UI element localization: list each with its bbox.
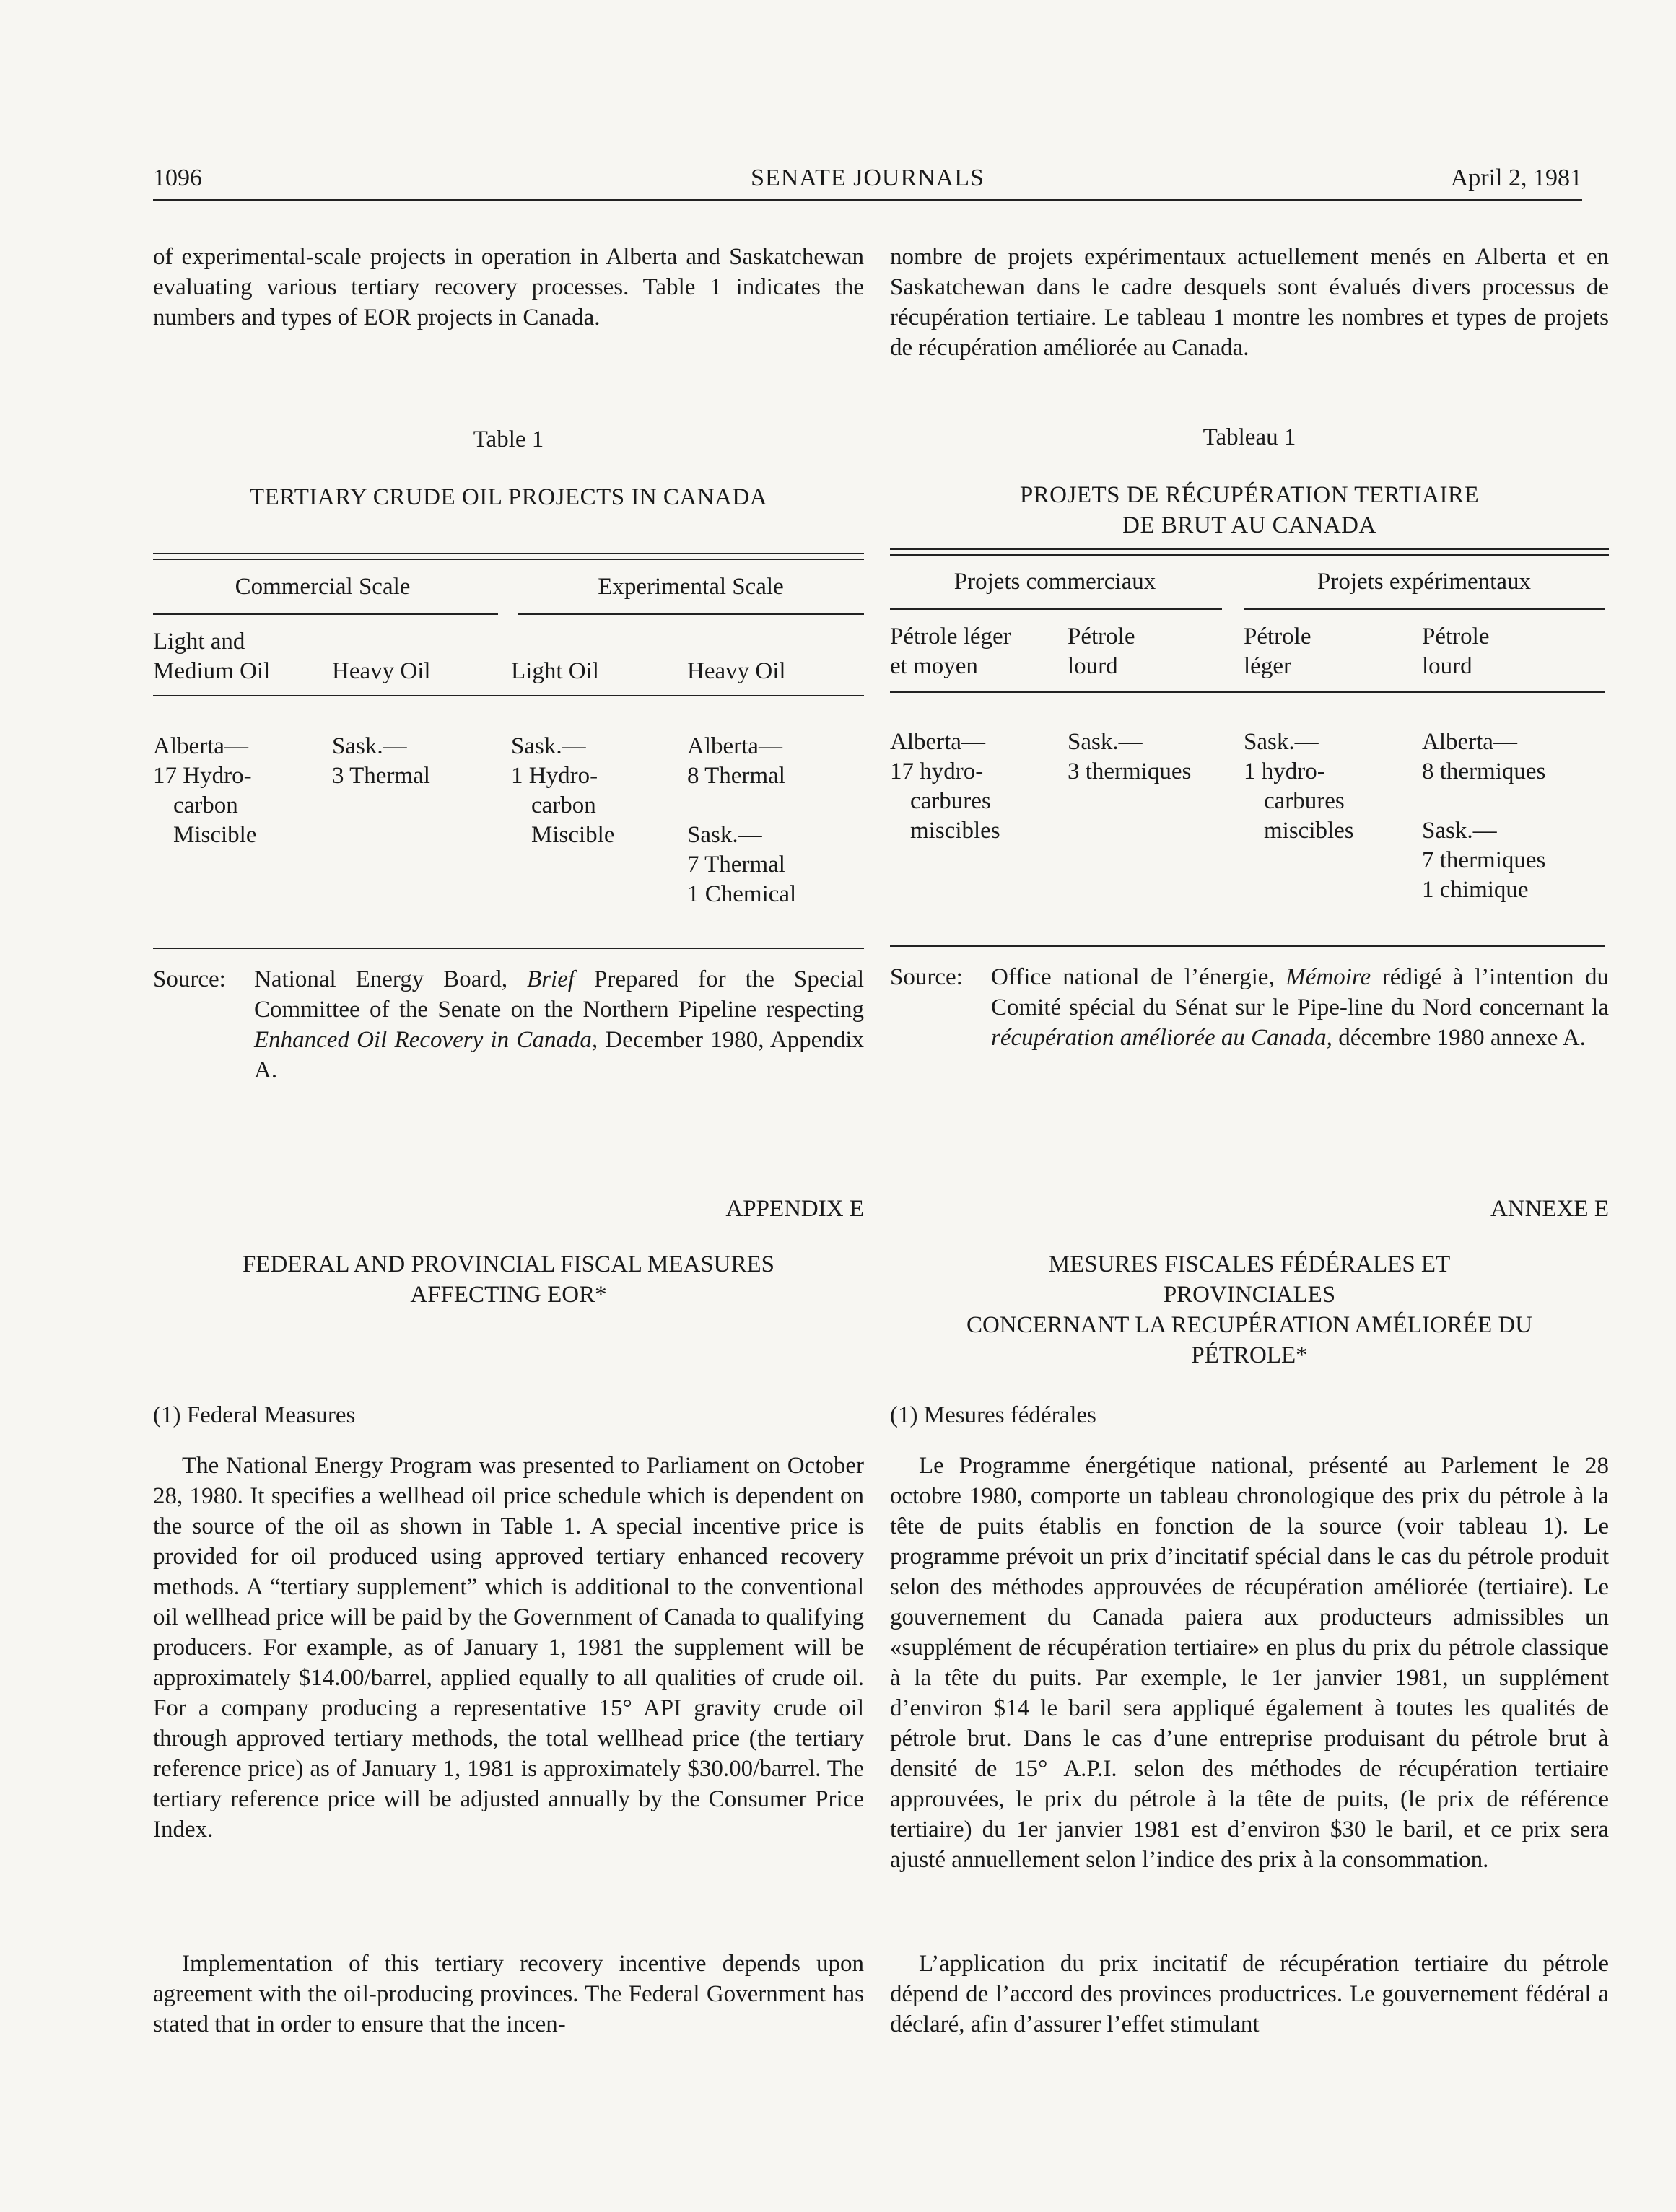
body-paragraph: Le Programme énergétique national, présenté au Parlement le 28 octobre 1980, comporte un tableau chronologique des prix du pétrole à la tête de puits établis en fonction de la source (voir tableau 1). Le programme prévoit un prix d’incitatif spécial dans le cas du pétrole produit selon des méthodes approuvées de récupération améliorée (tertiaire). Le gouvernement du Canada paiera aux producteurs admissibles un «supplément de récupération tertiaire» en plus du prix du pétrole classique à la tête du puits. Par exemple, le 1er janvier 1981, un supplément d’environ $14 le baril sera appliqué également à toutes les qualités de pétrole brut. Dans le cas d’une entreprise produisant du pétrole brut à densité de 15° A.P.I. selon des méthodes de récupération tertiaire approuvées, le prix du pétrole à la tête de puits, (le prix de référence tertiaire) du 1er janvier 1981 est d’environ $30 le baril, et ce prix sera ajusté annuellement selon l’indice des prix à la consommation. — [890, 1453, 1609, 1873]
group-header-commercial: Projets commerciaux — [953, 569, 1156, 595]
body-paragraph: The National Energy Program was presented to Parliament on October 28, 1980. It specifies a wellhead oil price schedule which is dependent on the source of the oil as shown in Table 1. A special incentive price is provided for oil produced using approved tertiary enhanced recovery methods. A “tertiary supplement” which is additional to the conventional oil wellhead price will be paid by the Government of Canada to qualifying producers. For example, as of January 1, 1981 the supplement will be approximately $14.00/barrel, applied equally to all qualities of crude oil. For a company producing a representative 15° API gravity crude oil through approved tertiary methods, the total wellhead price (the tertiary reference price) as of January 1, 1981 is approximately $30.00/barrel. The tertiary reference price will be adjusted annually by the Consumer Price Index. — [153, 1453, 864, 1842]
appendix-label: APPENDIX E — [725, 1196, 864, 1222]
table-cell: Sask.— 3 thermiques — [1068, 729, 1192, 784]
group-header-commercial: Commercial Scale — [235, 574, 411, 600]
column-header-1-line1: Pétrole léger — [890, 624, 1011, 650]
journal-title: SENATE JOURNALS — [751, 165, 985, 191]
column-header-1-line2: et moyen — [890, 653, 978, 679]
column-header-1-line2: Medium Oil — [153, 658, 271, 684]
table-bottom-rule — [153, 948, 864, 949]
group-rule-commercial — [890, 608, 1222, 610]
body-paragraph: Implementation of this tertiary recovery incentive depends upon agreement with the oil-producing provinces. The Federal Government has stated that in order to ensure that the incen- — [153, 1951, 864, 2037]
group-rule-experimental — [1244, 608, 1605, 610]
header-rule — [153, 199, 1582, 201]
section-heading: (1) Mesures fédérales — [890, 1402, 1096, 1428]
journal-page: 1096 SENATE JOURNALS April 2, 1981 of experimental-scale projects in operation in Alberta and Saskatchewan evaluating various tertiary recovery processes. Table 1 indicates the numbers and types of EOR projects in Canada. Table 1 TERTIARY CRUDE OIL PROJECTS IN CANADA Commercial Scale Experimental Scale Light and Medium Oil Heavy Oil Light Oil Heavy Oil Alberta— 17 Hydro- carbon Miscible Sask.— 3 Thermal Sask.— 1 Hydro- carbon Miscible Alberta— 8 Thermal Sask.— 7 Thermal 1 Chemical Source: National Energy Board, Brief Prepared for the Special Committee of the Senate on the Northern Pipeline respecting Enhanced Oil Recovery in Canada, December 1980, Appendix A. APPENDIX E FEDERAL AND PROVINCIAL FISCAL MEASURES AFFECTING EOR* (1) Federal Measures The National Energy Program was presented to Parliament on October 28, 1980. It specifies a wellhead oil price schedule which is dependent on the source of the oil as shown in Table 1. A special incentive price is provided for oil produced using approved tertiary enhanced recovery methods. A “tertiary supplement” which is additional to the conventional oil wellhead price will be paid by the Government of Canada to qualifying producers. For example, as of January 1, 1981 the supplement will be approximately $14.00/barrel, applied equally to all qualities of crude oil. For a company producing a representative 15° API gravity crude oil through approved tertiary methods, the total wellhead price (the tertiary reference price) as of January 1, 1981 is approximately $30.00/barrel. The tertiary reference price will be adjusted annually by the Consumer Price Index. Implementation of this tertiary recovery incentive depends upon agreement with the oil-producing provinces. The Federal Government has stated that in order to ensure that the incen- nombre de projets expérimentaux actuellement menés en Alberta et en Saskatchewan dans le cadre desquels sont évalués divers processus de récupération tertiaire. Le tableau 1 montre les nombres et types de projets de récupération améliorée au Canada. Tableau 1 PROJETS DE RÉCUPÉRATION TERTIAIRE DE BRUT AU CANADA Projets commerciaux Projets expérimentaux Pétrole léger et moyen Pétrole lourd Pétrole léger Pétrole lourd Alberta— 17 hydro- carbures miscibles Sask.— 3 thermiques Sask.— 1 hydro- carbures miscibles Alberta— 8 thermiques Sask.— 7 thermiques 1 chimique Source: Office national de l’énergie, Mémoire rédigé à l’intention du Comité spécial du Sénat sur le Pipe-line du Nord concernant la récupération améliorée au Canada, décembre 1980 annexe A. ANNEXE E MESURES FISCALES FÉDÉRALES ET PROVINCIALES CONCERNANT LA RECUPÉRATION AMÉLIORÉE DU PÉTROLE* (1) Mesures fédérales Le Programme énergétique national, présenté au Parlement le 28 octobre 1980, comporte un tableau chronologique des prix du pétrole à la tête de puits établis en fonction de la source (voir tableau 1). Le programme prévoit un prix d’incitatif spécial dans le cas du pétrole produit selon des méthodes approuvées de récupération améliorée (tertiaire). Le gouvernement du Canada paiera aux producteurs admissibles un «supplément de récupération tertiaire» en plus du prix du pétrole classique à la tête du puits. Par exemple, le 1er janvier 1981, un supplément d’environ $14 le baril sera appliqué également à toutes les qualités de pétrole brut. Dans le cas d’une entreprise produisant du pétrole brut à densité de 15° A.P.I. selon des méthodes de récupération tertiaire approuvées, le prix du pétrole à la tête de puits, (le prix de référence tertiaire) du 1er janvier 1981 est d’environ $30 le baril, et ce prix sera ajusté annuellement selon l’indice des prix à la consommation. L’application du prix incitatif de récupération tertiaire du pétrole dépend de l’accord des provinces productrices. Le gouvernement fédéral a déclaré, afin d’assurer l’effet stimulant — [0, 0, 1676, 2212]
table-cell: Sask.— 3 Thermal — [332, 733, 430, 789]
group-header-experimental: Projets expérimentaux — [1317, 569, 1531, 595]
page-header — [153, 165, 1582, 199]
column-header-rule — [890, 691, 1605, 693]
table-label: Tableau 1 — [1203, 424, 1296, 450]
appendix-label: ANNEXE E — [1490, 1196, 1609, 1222]
table-title-line2: DE BRUT AU CANADA — [1122, 512, 1376, 538]
table-cell: Sask.— 1 hydro- carbures miscibles — [1244, 729, 1354, 844]
table-title-line1: PROJETS DE RÉCUPÉRATION TERTIAIRE — [1019, 482, 1480, 508]
body-paragraph: L’application du prix incitatif de récupération tertiaire du pétrole dépend de l’accord des provinces productrices. Le gouvernement fédéral a déclaré, afin d’assurer l’effet stimulant — [890, 1951, 1609, 2037]
appendix-title-line1: MESURES FISCALES FÉDÉRALES ET — [1048, 1251, 1451, 1277]
column-header-4-line2: lourd — [1422, 653, 1472, 679]
appendix-title-line2: AFFECTING EOR* — [410, 1282, 607, 1308]
column-header-4-line1: Pétrole — [1422, 624, 1490, 650]
group-header-experimental: Experimental Scale — [598, 574, 784, 600]
table-cell: Sask.— 1 Hydro- carbon Miscible — [511, 733, 615, 848]
appendix-title-line4: PÉTROLE* — [1191, 1342, 1308, 1368]
table-top-double-rule — [890, 548, 1609, 556]
table-top-double-rule — [153, 553, 864, 560]
appendix-title-line1: FEDERAL AND PROVINCIAL FISCAL MEASURES — [242, 1251, 775, 1277]
column-header-3-line2: léger — [1244, 653, 1291, 679]
column-header-rule — [153, 695, 864, 696]
column-header-2-line2: lourd — [1068, 653, 1118, 679]
column-header-2: Heavy Oil — [332, 658, 431, 684]
group-rule-commercial — [153, 613, 498, 615]
page-number: 1096 — [153, 165, 202, 191]
table-title: TERTIARY CRUDE OIL PROJECTS IN CANADA — [249, 484, 768, 510]
column-header-2-line1: Pétrole — [1068, 624, 1135, 650]
appendix-title-line2: PROVINCIALES — [1163, 1282, 1336, 1308]
appendix-title-line3: CONCERNANT LA RECUPÉRATION AMÉLIORÉE DU — [966, 1312, 1533, 1338]
column-header-3: Light Oil — [511, 658, 599, 684]
table-cell: Alberta— 17 Hydro- carbon Miscible — [153, 733, 257, 848]
intro-paragraph: nombre de projets expérimentaux actuellement menés en Alberta et en Saskatchewan dans le cadre desquels sont évalués divers processus de récupération tertiaire. Le tableau 1 montre les nombres et types de projets de récupération améliorée au Canada. — [890, 244, 1609, 361]
section-heading: (1) Federal Measures — [153, 1402, 356, 1428]
table-cell: Alberta— 17 hydro- carbures miscibles — [890, 729, 1000, 844]
column-header-3-line1: Pétrole — [1244, 624, 1311, 650]
group-rule-experimental — [518, 613, 864, 615]
table-cell: Alberta— 8 thermiques Sask.— 7 thermiques 1 chimique — [1422, 729, 1546, 903]
intro-paragraph: of experimental-scale projects in operation in Alberta and Saskatchewan evaluating various tertiary recovery processes. Table 1 indicates the numbers and types of EOR projects in Canada. — [153, 244, 864, 331]
table-label: Table 1 — [473, 427, 544, 453]
table-bottom-rule — [890, 945, 1605, 947]
table-cell: Alberta— 8 Thermal Sask.— 7 Thermal 1 Chemical — [687, 733, 797, 907]
column-header-1-line1: Light and — [153, 629, 245, 655]
journal-date: April 2, 1981 — [1450, 165, 1582, 191]
column-header-4: Heavy Oil — [687, 658, 786, 684]
